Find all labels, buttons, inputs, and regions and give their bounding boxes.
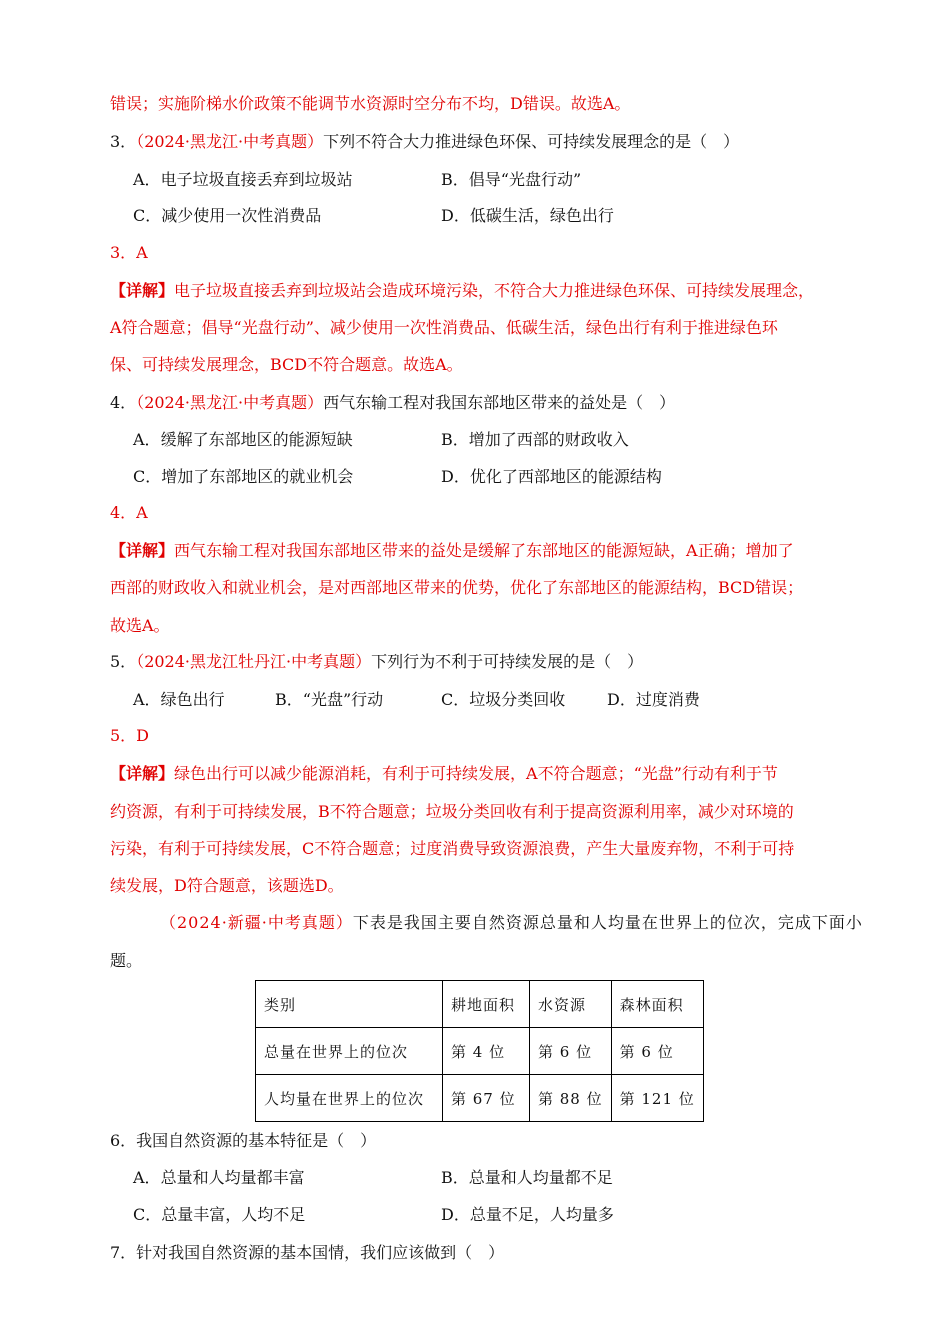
- resource-ranking-table: [255, 980, 704, 1122]
- question-number: 4．: [110, 393, 137, 412]
- explanation-4-line-3: 故选A。: [110, 616, 170, 635]
- option-b: B．总量和人均量都不足: [441, 1168, 613, 1187]
- table-cell: 第 67 位: [443, 1075, 530, 1122]
- option-b: B．倡导“光盘行动”: [441, 170, 582, 189]
- table-row: [256, 1075, 704, 1122]
- question-5-stem: [110, 652, 643, 672]
- option-d: D．过度消费: [607, 690, 700, 709]
- question-source: （2024·黑龙江牡丹江·中考真题）: [136, 652, 372, 671]
- option-a: A．缓解了东部地区的能源短缺: [133, 430, 353, 449]
- intro-line: 错误；实施阶梯水价政策不能调节水资源时空分布不均，D错误。故选A。: [110, 94, 631, 113]
- question-text: 下列行为不利于可持续发展的是（ ）: [371, 652, 644, 671]
- table-cell: 第 121 位: [611, 1075, 703, 1122]
- option-a: A．绿色出行: [133, 690, 225, 709]
- answer-5: 5．D: [110, 726, 150, 745]
- question-source: （2024·黑龙江·中考真题）: [136, 132, 324, 151]
- option-a: A．总量和人均量都丰富: [133, 1168, 305, 1187]
- option-c: C．增加了东部地区的就业机会: [133, 467, 354, 486]
- table-cell: 第 6 位: [611, 1028, 703, 1075]
- option-c: C．总量丰富，人均不足: [133, 1205, 306, 1224]
- question-4-stem: [110, 393, 675, 413]
- question-number: 3．: [110, 132, 137, 151]
- question-source: （2024·黑龙江·中考真题）: [136, 393, 324, 412]
- group-source: （2024·新疆·中考真题）: [160, 913, 353, 932]
- option-d: D．优化了西部地区的能源结构: [441, 467, 662, 486]
- explanation-3-line-1: 【详解】电子垃圾直接丢弃到垃圾站会造成环境污染，不符合大力推进绿色环保、可持续发展理念，: [110, 281, 815, 300]
- table-cell: 第 88 位: [530, 1075, 612, 1122]
- option-d: D．总量不足，人均量多: [441, 1205, 614, 1224]
- table-cell: 第 6 位: [530, 1028, 612, 1075]
- option-c: C．垃圾分类回收: [441, 690, 566, 709]
- explanation-3-line-2: A符合题意；倡导“光盘行动”、减少使用一次性消费品、低碳生活，绿色出行有利于推进绿色环: [110, 318, 778, 337]
- table-cell: 第 4 位: [443, 1028, 530, 1075]
- question-text: 下列不符合大力推进绿色环保、可持续发展理念的是（ ）: [323, 132, 740, 151]
- option-b: B．增加了西部的财政收入: [441, 430, 629, 449]
- explanation-4-line-2: 西部的财政收入和就业机会，是对西部地区带来的优势，优化了东部地区的能源结构，BCD错误；: [110, 578, 804, 597]
- option-b: B．“光盘”行动: [275, 690, 384, 709]
- group-intro-line-1: （2024·新疆·中考真题）下表是我国主要自然资源总量和人均量在世界上的位次，完成下面小: [160, 913, 863, 932]
- explanation-4-line-1: 【详解】西气东输工程对我国东部地区带来的益处是缓解了东部地区的能源短缺，A正确；增加了: [110, 541, 794, 560]
- table-header-cell: 森林面积: [611, 981, 703, 1028]
- table-cell: 总量在世界上的位次: [256, 1028, 443, 1075]
- table-row: [256, 1028, 704, 1075]
- option-a: A．电子垃圾直接丢弃到垃圾站: [133, 170, 353, 189]
- table-header-row: [256, 981, 704, 1028]
- question-3-stem: [110, 132, 739, 152]
- explanation-3-line-3: 保、可持续发展理念，BCD不符合题意。故选A。: [110, 355, 463, 374]
- answer-3: 3．A: [110, 243, 148, 262]
- explanation-5-line-2: 约资源，有利于可持续发展，B不符合题意；垃圾分类回收有利于提高资源利用率，减少对环境的: [110, 802, 794, 821]
- option-c: C．减少使用一次性消费品: [133, 206, 322, 225]
- table-cell: 人均量在世界上的位次: [256, 1075, 443, 1122]
- table-header-cell: 类别: [256, 981, 443, 1028]
- question-number: 5．: [110, 652, 137, 671]
- question-7-stem: 7．针对我国自然资源的基本国情，我们应该做到（ ）: [110, 1243, 505, 1262]
- answer-4: 4．A: [110, 503, 148, 522]
- option-d: D．低碳生活，绿色出行: [441, 206, 614, 225]
- group-intro-line-2: 题。: [110, 951, 143, 970]
- explanation-5-line-1: 【详解】绿色出行可以减少能源消耗，有利于可持续发展，A不符合题意；“光盘”行动有利于节: [110, 764, 778, 783]
- question-6-stem: 6．我国自然资源的基本特征是（ ）: [110, 1131, 377, 1150]
- table-header-cell: 水资源: [530, 981, 612, 1028]
- question-text: 西气东输工程对我国东部地区带来的益处是（ ）: [323, 393, 676, 412]
- explanation-5-line-4: 续发展，D符合题意，该题选D。: [110, 876, 344, 895]
- table-header-cell: 耕地面积: [443, 981, 530, 1028]
- explanation-5-line-3: 污染，有利于可持续发展，C不符合题意；过度消费导致资源浪费，产生大量废弃物，不利于可持: [110, 839, 795, 858]
